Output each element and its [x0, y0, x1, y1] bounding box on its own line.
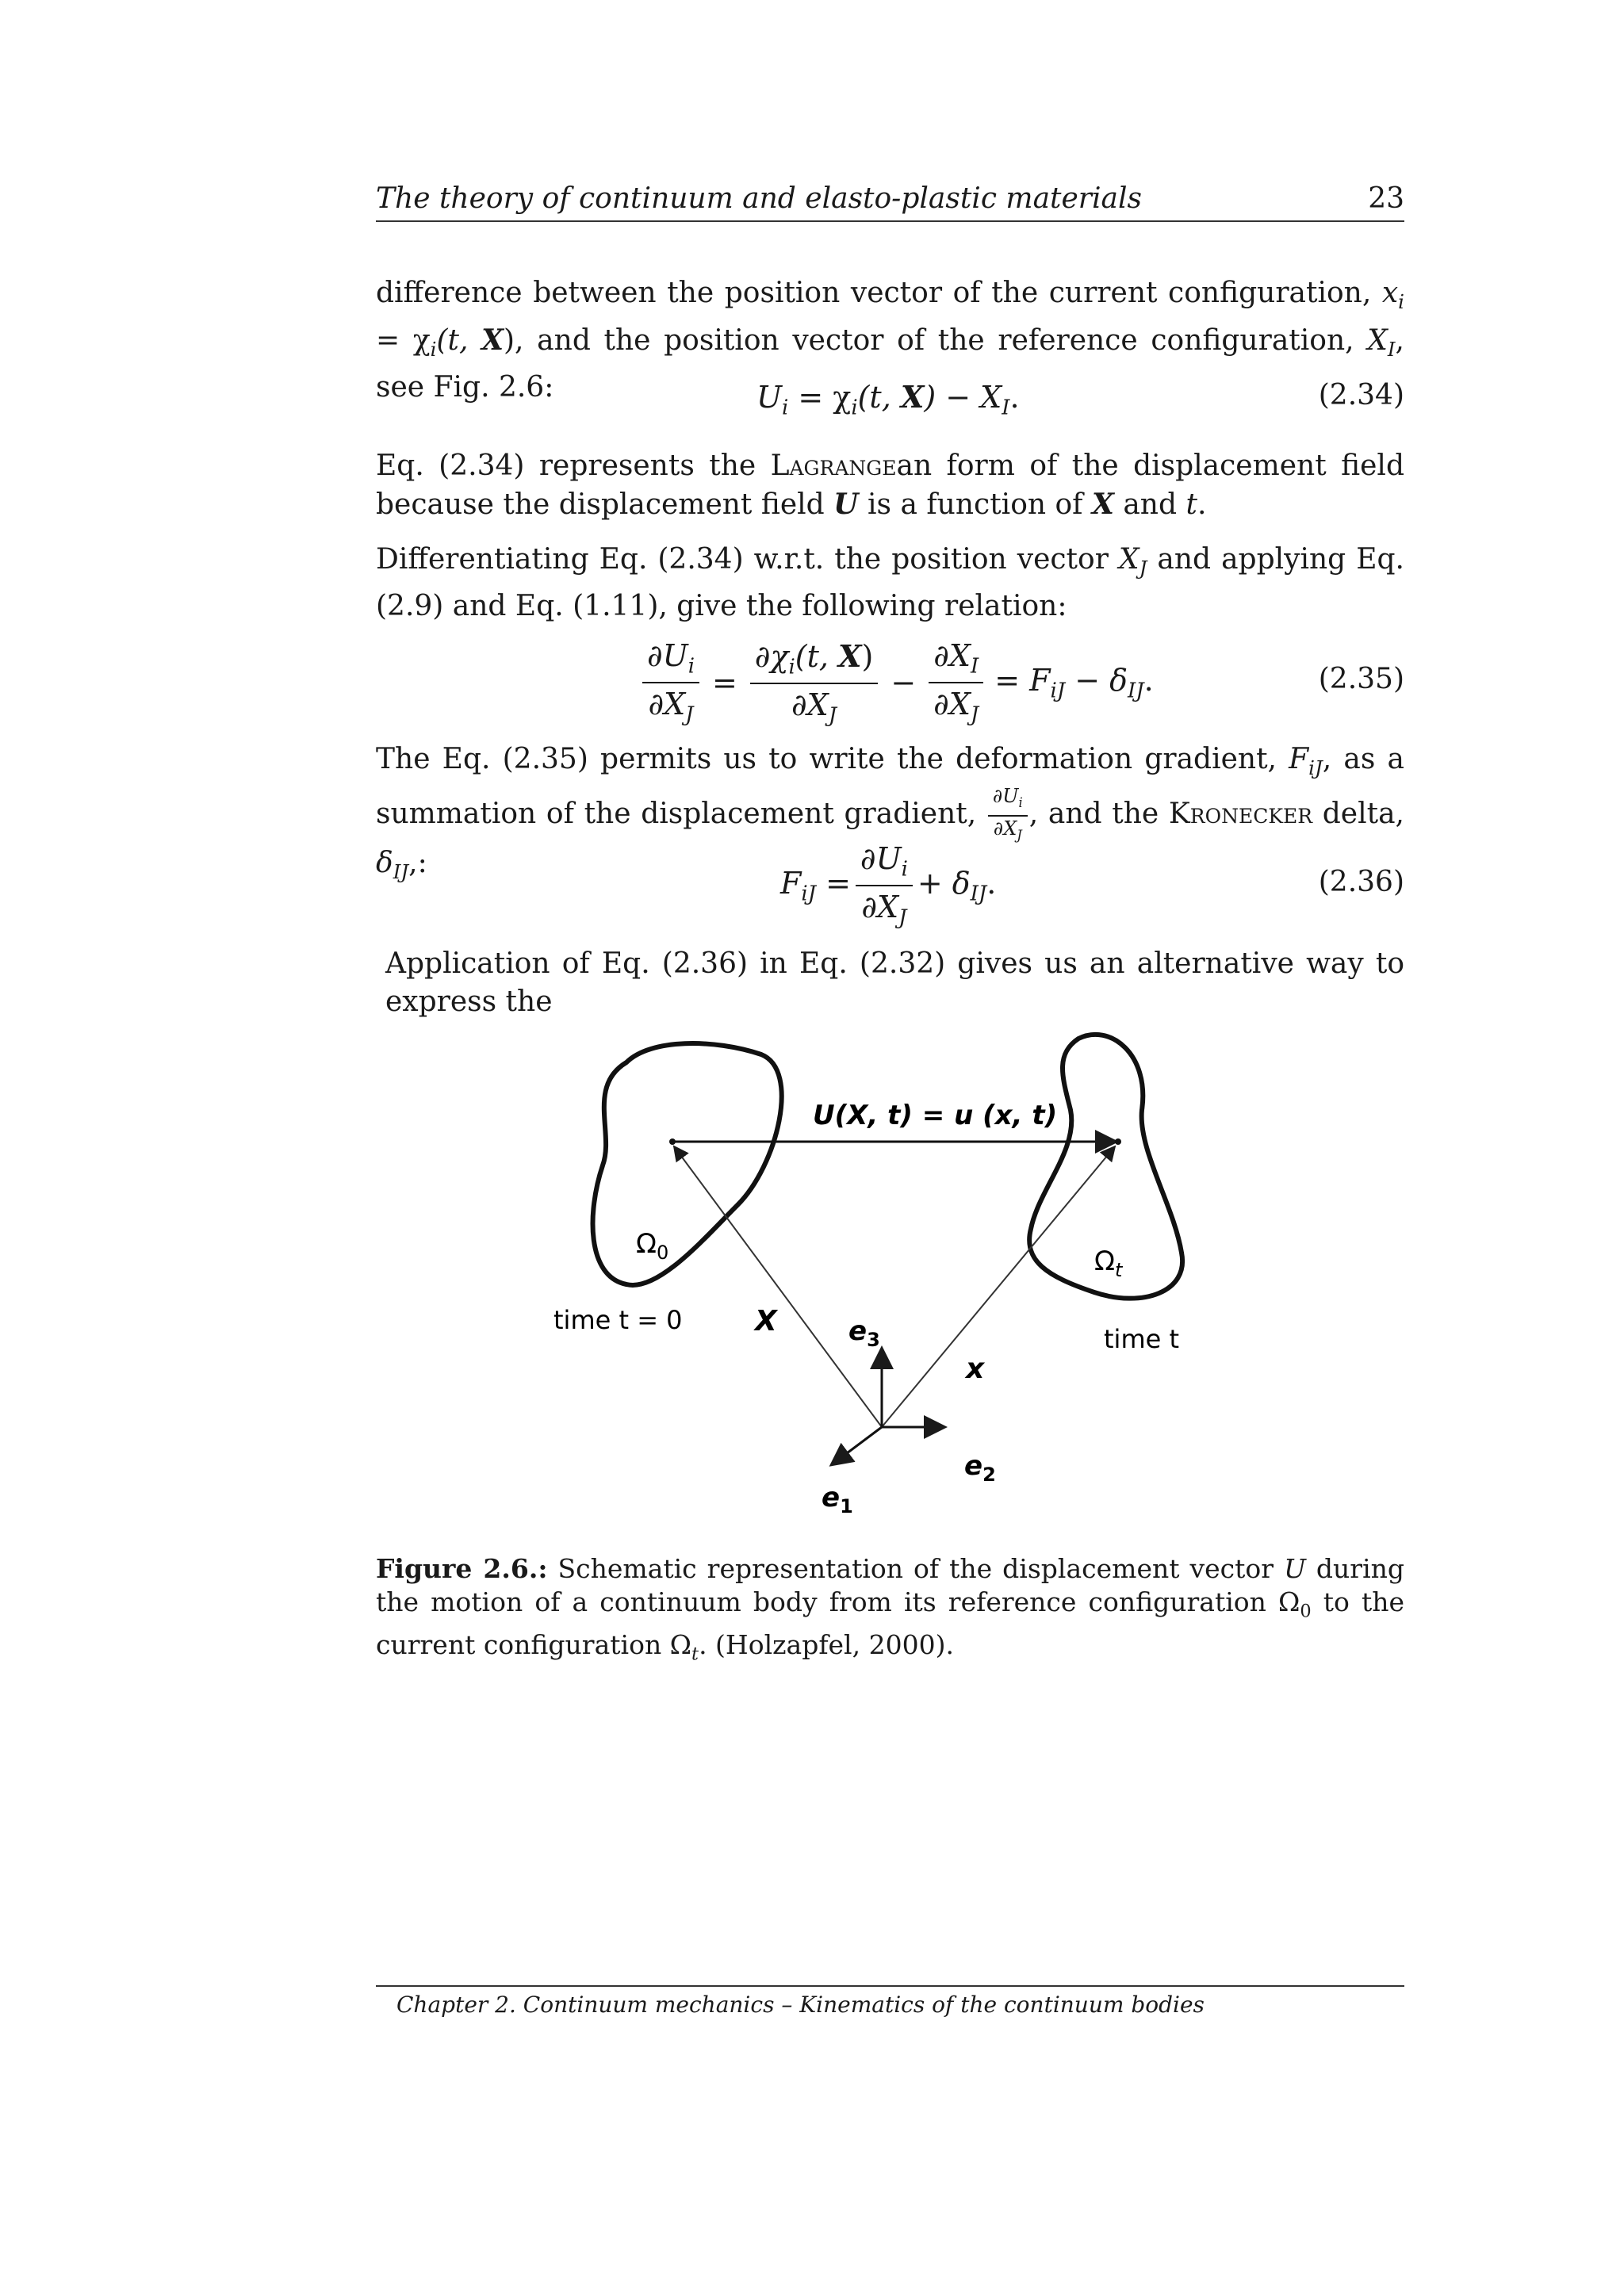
- math-sub: i: [430, 338, 437, 362]
- displacement-label: U(X, t) = u (x, t): [813, 1100, 1058, 1131]
- math-bold: X: [481, 323, 504, 358]
- math-var: t: [1185, 488, 1197, 521]
- math-sub: IJ: [393, 859, 409, 883]
- math-var: δ: [376, 846, 393, 879]
- e3-label: [848, 1315, 880, 1351]
- math-text: .: [1143, 662, 1154, 698]
- text-run: and applying Eq. (2.9) and Eq. (1.11), give the following relation:: [376, 543, 1404, 623]
- math-text: (t,: [857, 380, 901, 415]
- math-text: =: [711, 665, 737, 700]
- math-sub: iJ: [1050, 679, 1066, 703]
- math-var: F: [780, 865, 802, 901]
- math-sub: t: [691, 1644, 699, 1665]
- math-text: + δ: [917, 865, 971, 901]
- e-symbol: e: [964, 1450, 983, 1482]
- inline-fraction: [988, 787, 1028, 844]
- text-run: , see Fig. 2.6:: [376, 324, 1404, 404]
- e1-label: [822, 1482, 853, 1517]
- math-sub: J: [898, 905, 907, 930]
- math-text: = χ: [788, 380, 852, 415]
- text-run: to the current configuration Ω: [376, 1586, 1405, 1660]
- math-text: ∂X: [933, 638, 971, 674]
- equation-number: (2.36): [1318, 866, 1404, 898]
- math-text: ∂χ: [754, 638, 789, 674]
- text-run: .: [1197, 488, 1207, 521]
- running-header: [376, 178, 1404, 222]
- text-run: and the position vector of the reference configuration,: [537, 324, 1368, 358]
- math-sub: J: [828, 703, 837, 728]
- text-run: is a function of: [858, 488, 1092, 521]
- math-text: ∂X: [861, 890, 899, 924]
- math-sub: iJ: [801, 882, 816, 906]
- page-number: 23: [1368, 182, 1404, 215]
- current-point: [1115, 1138, 1121, 1145]
- running-footer: Chapter 2. Continuum mechanics – Kinematics of the continuum bodies: [396, 1992, 1205, 2018]
- name-lagrange: Lagrange: [770, 450, 897, 482]
- text-run: during the motion of a continuum body from its reference configuration Ω: [376, 1553, 1405, 1617]
- math-var: X: [1118, 543, 1139, 576]
- fraction: [856, 841, 913, 929]
- math-text: ∂X: [993, 817, 1017, 840]
- math-text: ∂X: [791, 687, 829, 722]
- text-run: , as a summation of the displacement gradient,: [376, 743, 1404, 830]
- omega-symbol: Ω: [636, 1228, 657, 1260]
- text-run: , and the: [1028, 797, 1169, 830]
- math-bold: X: [1091, 488, 1114, 521]
- paragraph-3: [376, 541, 1404, 626]
- e-sub: 2: [982, 1464, 996, 1486]
- fraction: [642, 638, 699, 726]
- text-run: Schematic representation of the displacement vector: [547, 1553, 1285, 1584]
- math-sub: i: [901, 858, 908, 882]
- paragraph-2: [376, 447, 1404, 524]
- math-text: ) − X: [924, 380, 1002, 415]
- math-sub: i: [851, 396, 858, 420]
- omega-symbol: Ω: [1094, 1246, 1115, 1277]
- math-text: ∂X: [648, 687, 686, 721]
- math-sub: i: [782, 396, 789, 420]
- math-bold: X: [900, 379, 925, 415]
- text-run: Differentiating Eq. (2.34) w.r.t. the position vector: [376, 543, 1119, 576]
- math-var: X: [1367, 324, 1388, 358]
- math-sub: IJ: [1128, 679, 1144, 703]
- equation-2-36: [376, 842, 1404, 929]
- equation-number: (2.34): [1318, 379, 1404, 411]
- math-bold: U: [833, 488, 859, 521]
- fraction: [929, 638, 983, 726]
- fraction: [750, 638, 879, 727]
- math-text: = F: [994, 662, 1051, 698]
- name-kronecker: Kronecker: [1168, 797, 1313, 830]
- footer-rule: [376, 1985, 1404, 1987]
- text-run: ,:: [408, 846, 427, 879]
- math-sub: I: [1002, 396, 1010, 420]
- e-symbol: e: [822, 1482, 841, 1513]
- math-var: F: [1289, 743, 1309, 775]
- math-text: ): [861, 638, 874, 674]
- math-sub: 0: [1300, 1601, 1312, 1622]
- math-text: .: [986, 865, 997, 901]
- figure-2-6-diagram: [539, 1023, 1221, 1530]
- math-var: x: [1381, 277, 1399, 309]
- basis-e1: [831, 1427, 882, 1465]
- omega-sub: 0: [656, 1242, 669, 1264]
- text-run: difference between the position vector of the current configuration,: [376, 277, 1382, 309]
- math-sub: i: [1398, 290, 1404, 314]
- equation-2-34: [376, 379, 1404, 427]
- text-run: Eq. (2.34) represents the: [376, 450, 771, 482]
- math-text: −: [891, 665, 917, 700]
- header-title: The theory of continuum and elasto-plastic materials: [376, 182, 1142, 215]
- text-run: The Eq. (2.35) permits us to write the deformation gradient,: [376, 743, 1289, 775]
- x-label: x: [966, 1353, 985, 1385]
- e-symbol: e: [848, 1315, 868, 1347]
- math-sub: i: [788, 655, 795, 679]
- math-sub: J: [685, 702, 694, 727]
- time-t-label: time t: [1104, 1324, 1180, 1354]
- omega-sub: t: [1114, 1259, 1123, 1281]
- time-zero-label: time t = 0: [553, 1305, 683, 1335]
- math-text: − δ: [1065, 662, 1128, 698]
- math-text: ∂U: [860, 841, 902, 877]
- X-label: X: [755, 1305, 777, 1337]
- math-sub: J: [970, 702, 979, 727]
- text-run: an form of the displacement field because the displacement field: [376, 450, 1404, 521]
- math-var: U: [1284, 1553, 1306, 1584]
- math-text: (t,: [436, 324, 482, 358]
- e2-label: [964, 1450, 996, 1486]
- reference-position-vector: [674, 1146, 882, 1427]
- math-sub: J: [1139, 557, 1147, 580]
- math-text: =: [816, 865, 851, 901]
- math-text: ),: [504, 324, 524, 358]
- math-sub: i: [688, 655, 695, 679]
- equation-number: (2.35): [1318, 663, 1404, 695]
- math-sub: J: [1017, 827, 1022, 843]
- reference-point: [669, 1138, 676, 1145]
- equation-2-35: [376, 639, 1404, 726]
- caption-label: Figure 2.6.:: [376, 1553, 548, 1584]
- paragraph-5: Application of Eq. (2.36) in Eq. (2.32) gives us an alternative way to express the: [385, 947, 1404, 1018]
- math-sub: IJ: [970, 882, 987, 906]
- math-sub: iJ: [1308, 756, 1323, 780]
- e-sub: 1: [840, 1495, 853, 1517]
- math-text: ∂X: [933, 687, 971, 721]
- e-sub: 3: [867, 1329, 880, 1351]
- omega0-label: [636, 1228, 668, 1264]
- math-sub: I: [1387, 338, 1396, 362]
- math-sub: i: [1018, 794, 1023, 810]
- figure-caption: [376, 1552, 1404, 1670]
- math-text: (t,: [795, 638, 839, 674]
- math-bold: X: [838, 637, 862, 674]
- math-text: ∂U: [647, 638, 688, 674]
- text-run: . (Holzapfel, 2000).: [699, 1628, 954, 1660]
- omegat-label: [1094, 1246, 1124, 1281]
- math-text: = χ: [376, 324, 431, 358]
- math-sub: I: [970, 655, 979, 679]
- math-text: .: [1009, 380, 1020, 415]
- math-text: ∂U: [992, 785, 1019, 808]
- math-var: U: [756, 380, 783, 415]
- text-run: delta,: [1312, 797, 1404, 830]
- text-run: and: [1113, 488, 1186, 521]
